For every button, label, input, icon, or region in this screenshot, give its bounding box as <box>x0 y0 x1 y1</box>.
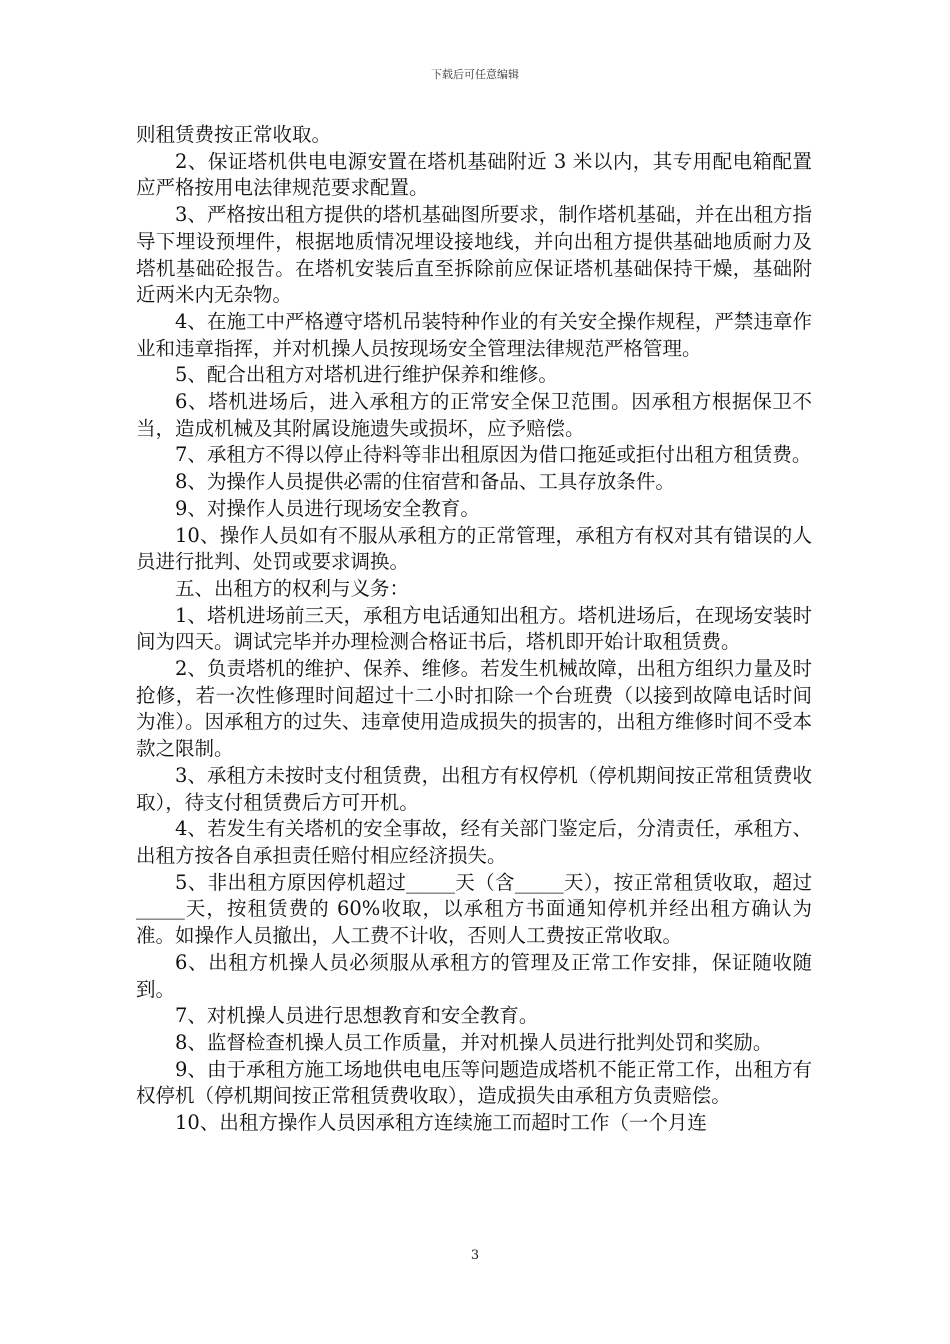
paragraph: 6、塔机进场后，进入承租方的正常安全保卫范围。因承租方根据保卫不当，造成机械及其附属设施遗失或损坏，应予赔偿。 <box>136 390 812 440</box>
paragraph: 3、承租方未按时支付租赁费，出租方有权停机（停机期间按正常租赁费收取），待支付租赁费后方可开机。 <box>136 763 812 814</box>
paragraph: 7、承租方不得以停止待料等非出租原因为借口拖延或拒付出租方租赁费。 <box>175 443 812 467</box>
paragraph: 2、保证塔机供电电源安置在塔机基础附近 3 米以内，其专用配电箱配置应严格按用电法律规范要求配置。 <box>136 149 812 200</box>
paragraph: 1、塔机进场前三天，承租方电话通知出租方。塔机进场后，在现场安装时间为四天。调试完毕并办理检测合格证书后，塔机即开始计取租赁费。 <box>136 603 812 654</box>
page-header: 下载后可任意编辑 <box>431 68 519 81</box>
paragraph: 10、出租方操作人员因承租方连续施工而超时工作（一个月连 <box>175 1111 707 1135</box>
paragraph: 5、非出租方原因停机超过_____天（含_____天），按正常租赁收取，超过_____天，按租赁费的 60%收取，以承租方书面通知停机并经出租方确认为准。如操作人员撤出，人工费不计收，否则人工费按正常收取。 <box>136 870 812 948</box>
paragraph: 4、若发生有关塔机的安全事故，经有关部门鉴定后，分清责任，承租方、出租方按各自承担责任赔付相应经济损失。 <box>136 817 812 867</box>
paragraph: 9、由于承租方施工场地供电电压等问题造成塔机不能正常工作，出租方有权停机（停机期间按正常租赁费收取），造成损失由承租方负责赔偿。 <box>136 1057 812 1108</box>
paragraph: 9、对操作人员进行现场安全教育。 <box>175 496 480 520</box>
paragraph: 8、监督检查机操人员工作质量，并对机操人员进行批判处罚和奖励。 <box>175 1030 773 1054</box>
document-body <box>136 122 812 1137</box>
paragraph: 五、出租方的权利与义务： <box>175 576 410 600</box>
paragraph: 2、负责塔机的维护、保养、维修。若发生机械故障，出租方组织力量及时抢修，若一次性修理时间超过十二小时扣除一个台班费（以接到故障电话时间为准）。因承租方的过失、违章使用造成损失的损害的，出租方维修时间不受本款之限制。 <box>136 657 812 761</box>
paragraph: 10、操作人员如有不服从承租方的正常管理，承租方有权对其有错误的人员进行批判、处罚或要求调换。 <box>136 523 812 574</box>
page-number: 3 <box>470 1248 480 1263</box>
paragraph: 4、在施工中严格遵守塔机吊装特种作业的有关安全操作规程，严禁违章作业和违章指挥，并对机操人员按现场安全管理法律规范严格管理。 <box>136 309 812 360</box>
paragraph: 3、严格按出租方提供的塔机基础图所要求，制作塔机基础，并在出租方指导下埋设预埋件，根据地质情况埋设接地线，并向出租方提供基础地质耐力及塔机基础砼报告。在塔机安装后直至拆除前应保证塔机基础保持干燥，基础附近两米内无杂物。 <box>136 203 812 307</box>
paragraph: 6、出租方机操人员必须服从承租方的管理及正常工作安排，保证随收随到。 <box>136 950 812 1001</box>
paragraph: 8、为操作人员提供必需的住宿营和备品、工具存放条件。 <box>175 470 675 494</box>
paragraph: 5、配合出租方对塔机进行维护保养和维修。 <box>175 363 558 387</box>
paragraph: 7、对机操人员进行思想教育和安全教育。 <box>175 1004 539 1028</box>
paragraph: 则租赁费按正常收取。 <box>136 123 332 146</box>
